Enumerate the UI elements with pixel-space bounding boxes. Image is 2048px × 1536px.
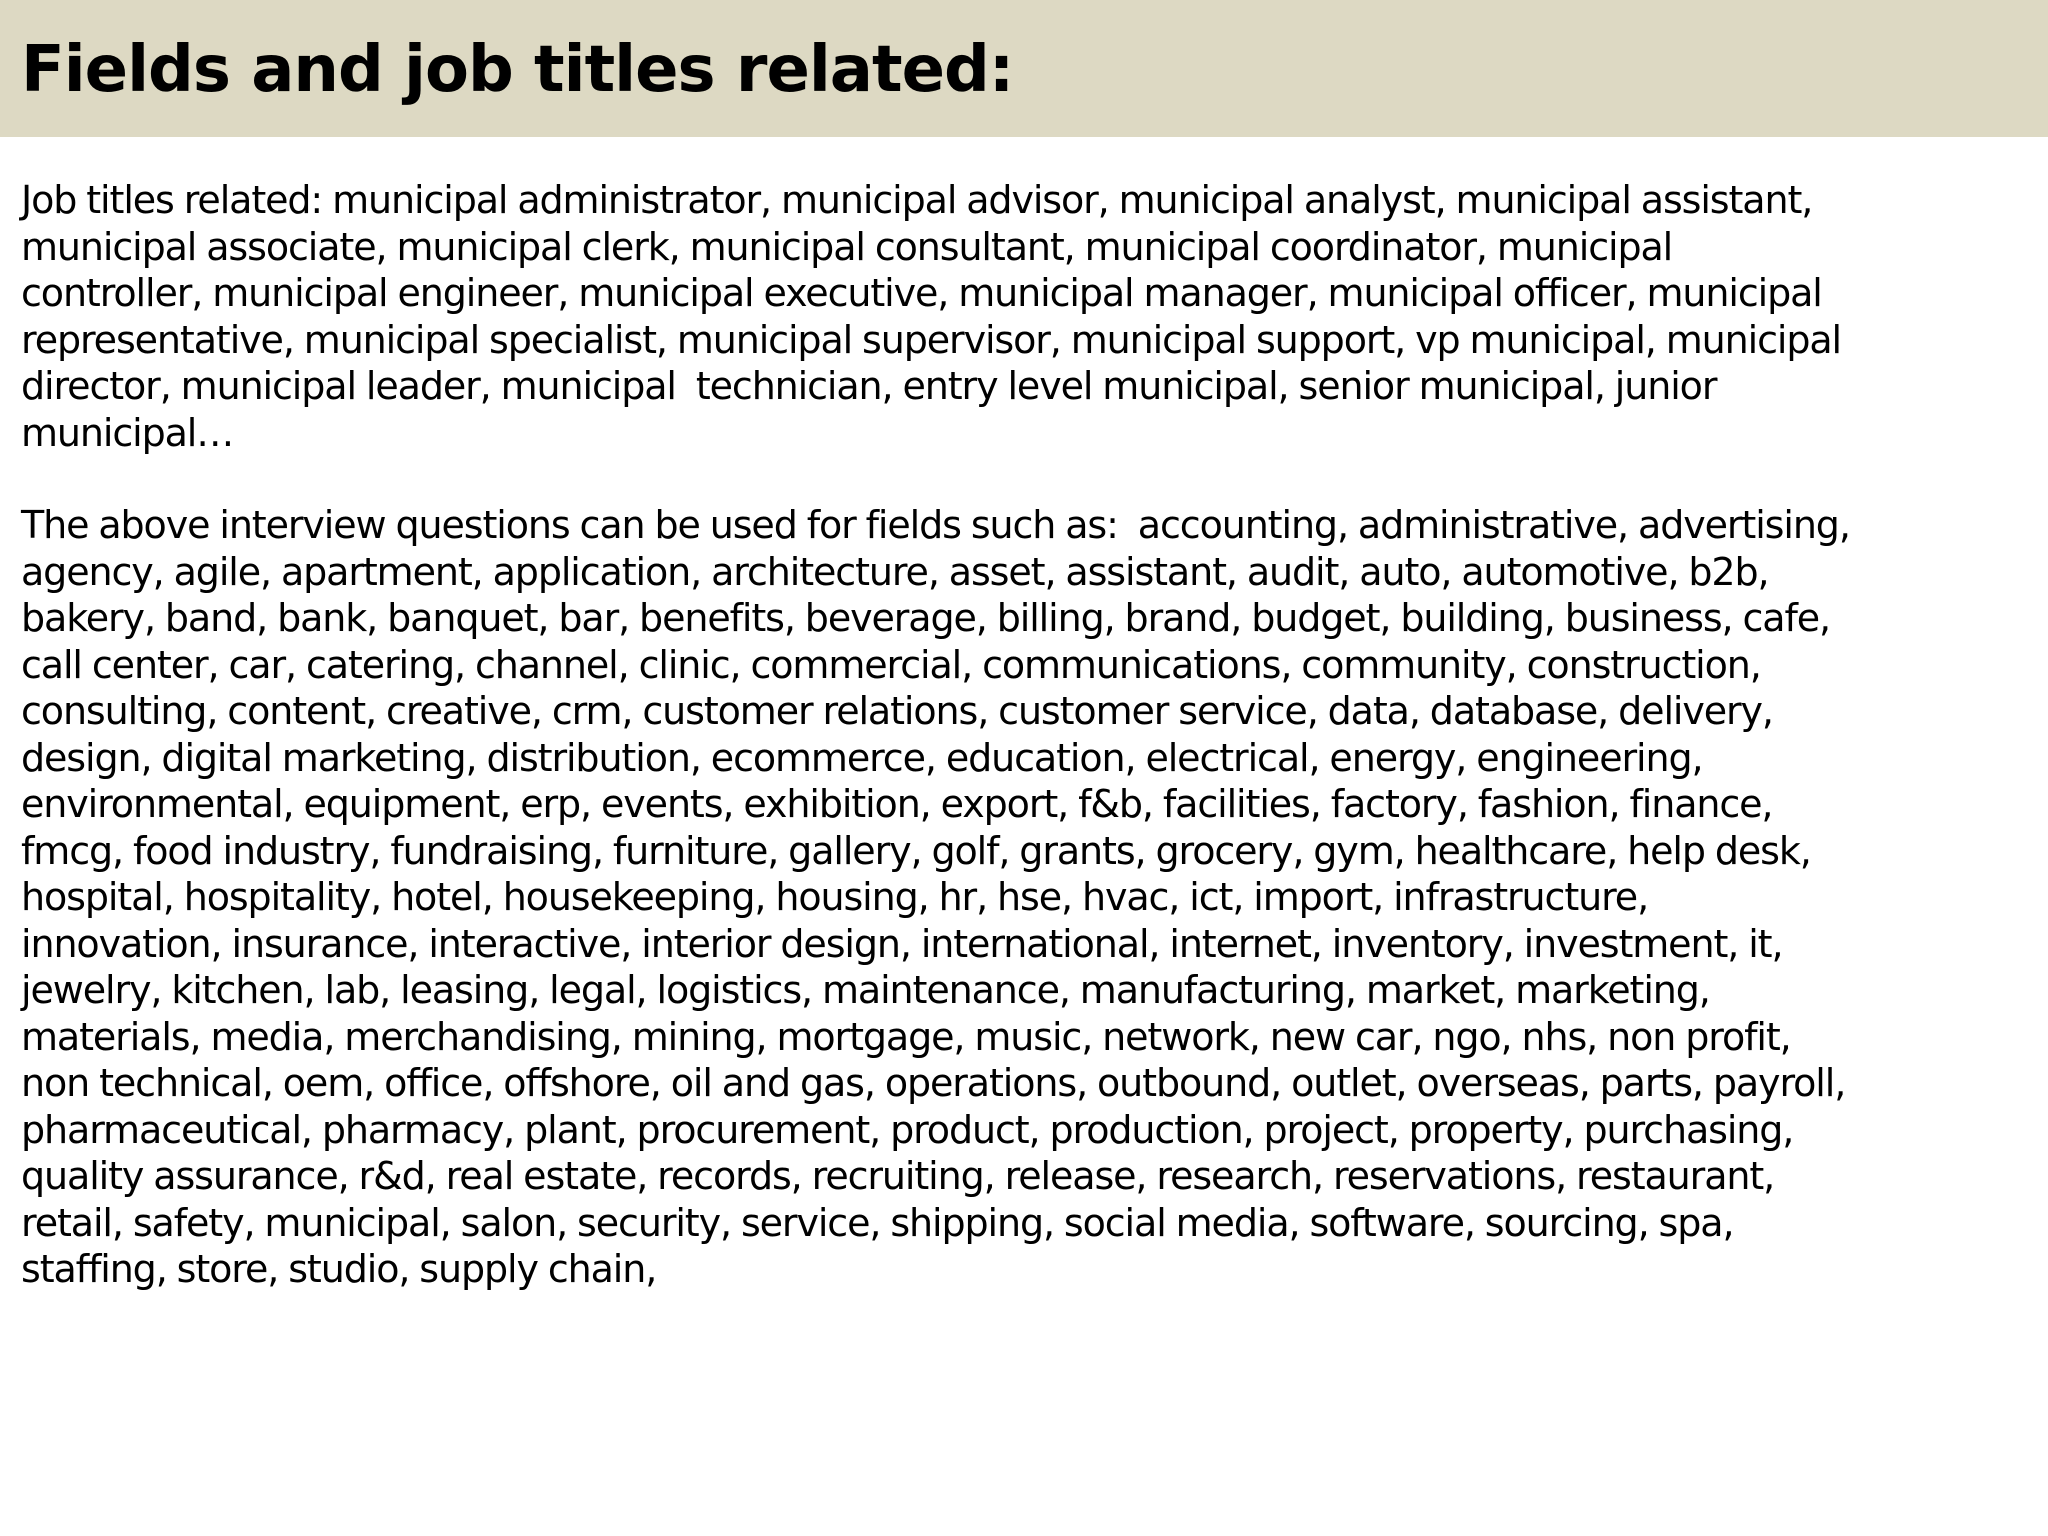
job-titles-line: representative, municipal specialist, municipal supervisor, municipal support, vp municipal, municipal xyxy=(21,317,1841,362)
job-titles-paragraph xyxy=(21,177,2031,456)
fields-line: hospital, hospitality, hotel, housekeeping, housing, hr, hse, hvac, ict, import, infrastructure, xyxy=(21,875,1649,919)
slide-body xyxy=(21,177,2031,1293)
fields-line: bakery, band, bank, banquet, bar, benefits, beverage, billing, brand, budget, building, business, cafe, xyxy=(21,596,1830,640)
fields-line: agency, agile, apartment, application, architecture, asset, assistant, audit, auto, automotive, b2b, xyxy=(21,549,1769,594)
job-titles-line: municipal associate, municipal clerk, municipal consultant, municipal coordinator, municipal xyxy=(21,224,1673,269)
fields-line: environmental, equipment, erp, events, exhibition, export, f&b, facilities, factory, fashion, finance, xyxy=(21,782,1773,826)
fields-line: The above interview questions can be used for fields such as: accounting, administrative, advertising, xyxy=(21,503,1850,547)
title-bar xyxy=(0,0,2048,137)
fields-line: consulting, content, creative, crm, customer relations, customer service, data, database, delivery, xyxy=(21,689,1773,733)
fields-line: quality assurance, r&d, real estate, records, recruiting, release, research, reservations, restaurant, xyxy=(21,1154,1775,1198)
fields-line: innovation, insurance, interactive, interior design, international, internet, inventory, investment, it, xyxy=(21,921,1783,966)
job-titles-line: Job titles related: municipal administrator, municipal advisor, municipal analyst, municipal assistant, xyxy=(21,178,1813,222)
fields-line: materials, media, merchandising, mining, mortgage, music, network, new car, ngo, nhs, non profit, xyxy=(21,1014,1791,1059)
job-titles-line: director, municipal leader, municipal technician, entry level municipal, senior municipal, junior xyxy=(21,364,1717,408)
fields-line: fmcg, food industry, fundraising, furniture, gallery, golf, grants, grocery, gym, healthcare, help desk, xyxy=(21,828,1811,873)
fields-line: pharmaceutical, pharmacy, plant, procurement, product, production, project, property, purchasing, xyxy=(21,1107,1794,1152)
fields-line: staffing, store, studio, supply chain, xyxy=(21,1247,657,1291)
job-titles-line: municipal… xyxy=(21,410,234,455)
fields-line: design, digital marketing, distribution, ecommerce, education, electrical, energy, engineering, xyxy=(21,735,1703,780)
fields-line: non technical, oem, office, offshore, oil and gas, operations, outbound, outlet, overseas, parts, payroll, xyxy=(21,1061,1846,1105)
fields-paragraph xyxy=(21,502,2031,1293)
job-titles-line: controller, municipal engineer, municipal executive, municipal manager, municipal officer, municipal xyxy=(21,271,1822,315)
slide-title: Fields and job titles related: xyxy=(21,33,1014,107)
fields-line: jewelry, kitchen, lab, leasing, legal, logistics, maintenance, manufacturing, market, marketing, xyxy=(21,968,1710,1012)
fields-line: call center, car, catering, channel, clinic, commercial, communications, community, construction, xyxy=(21,642,1761,687)
fields-line: retail, safety, municipal, salon, security, service, shipping, social media, software, sourcing, spa, xyxy=(21,1200,1734,1245)
